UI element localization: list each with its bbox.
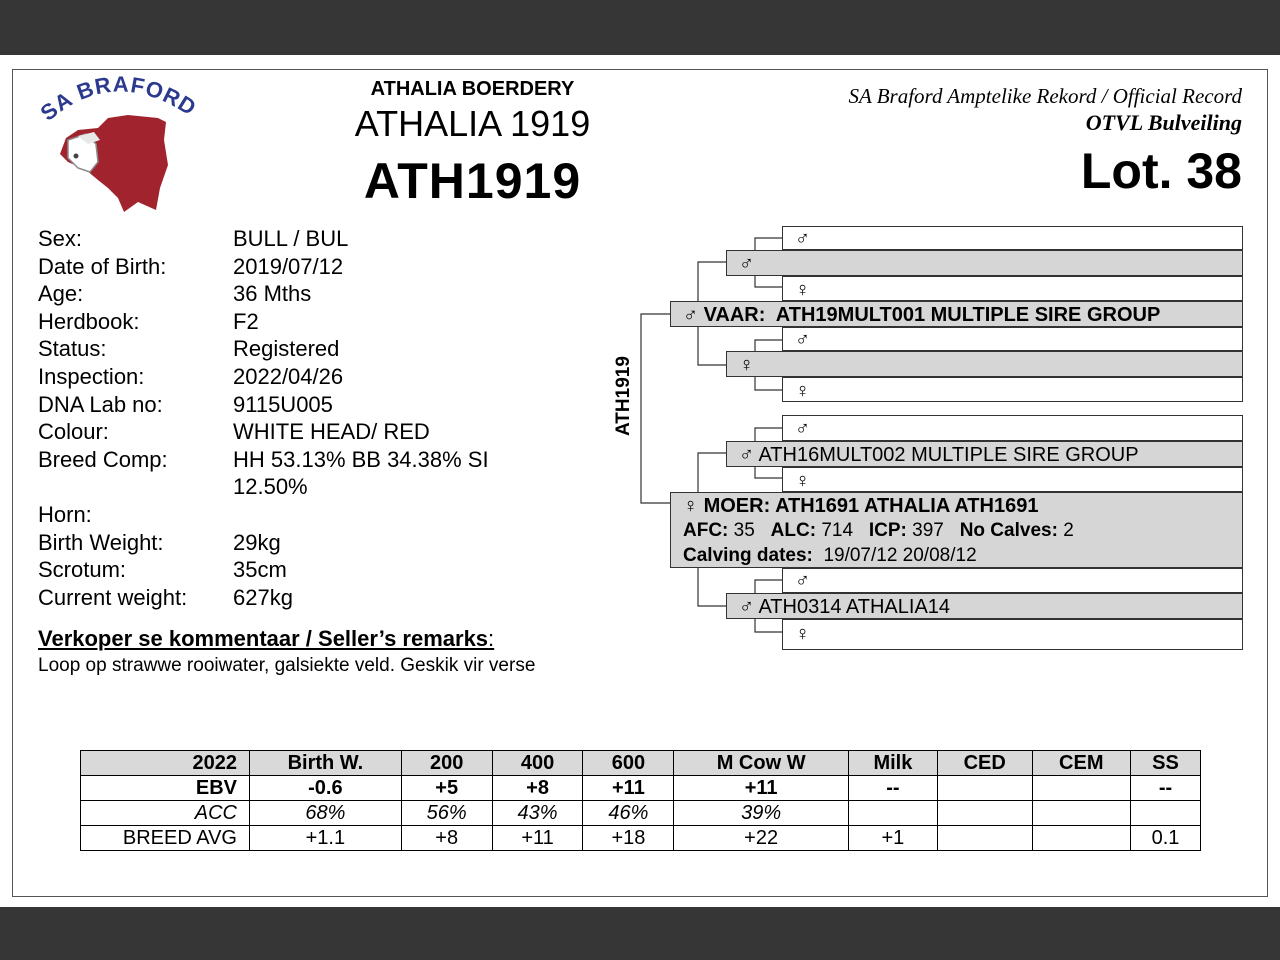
sire-line <box>683 304 1160 327</box>
animal-code: ATH1919 <box>363 153 582 209</box>
column-header: Milk <box>848 751 937 776</box>
detail-value: WHITE HEAD/ RED <box>233 419 430 445</box>
pedigree-box-dds <box>782 568 1243 593</box>
male-symbol: ♂ <box>739 596 754 618</box>
detail-label: Sex: <box>38 226 83 251</box>
table-cell: 68% <box>250 801 402 826</box>
column-header: 200 <box>401 751 492 776</box>
table-cell: -- <box>848 776 937 801</box>
icp-label: ICP: <box>868 520 907 541</box>
detail-value: Registered <box>233 336 340 362</box>
table-cell: 0.1 <box>1131 826 1201 851</box>
remarks-heading <box>38 626 494 652</box>
detail-label: Colour: <box>38 419 109 445</box>
female-symbol: ♀ <box>683 495 698 517</box>
table-cell <box>1032 776 1130 801</box>
detail-value: 35cm <box>233 557 287 583</box>
lot-number: Lot. 38 <box>1080 143 1242 199</box>
detail-value: BULL / BUL <box>233 226 349 251</box>
table-cell <box>848 801 937 826</box>
pedigree-box-ss <box>726 250 1243 276</box>
table-cell: 46% <box>583 801 674 826</box>
detail-value: 29kg <box>233 529 281 555</box>
column-header: CEM <box>1032 751 1130 776</box>
male-symbol: ♂ <box>683 304 698 326</box>
detail-label: Breed Comp: <box>38 446 168 472</box>
pedigree-box-sds <box>782 327 1243 351</box>
pedigree-box-ssd <box>782 276 1243 301</box>
table-cell <box>937 826 1032 851</box>
bottom-dark-bar <box>0 907 1280 960</box>
table-cell: 56% <box>401 801 492 826</box>
pedigree-box-dam-sire <box>726 441 1243 467</box>
pedigree-box-sd <box>726 351 1243 377</box>
male-symbol: ♂ <box>739 444 754 466</box>
table-cell: +18 <box>583 826 674 851</box>
pedigree-box-dsd <box>782 467 1243 492</box>
sire-name: ATH19MULT001 MULTIPLE SIRE GROUP <box>775 304 1161 326</box>
pedigree-box-sss <box>782 226 1243 250</box>
table-cell: +11 <box>583 776 674 801</box>
table-row <box>81 826 1201 851</box>
detail-row <box>38 529 558 557</box>
detail-row <box>38 584 558 612</box>
table-cell: +1 <box>848 826 937 851</box>
calving-dates: 19/07/12 20/08/12 <box>823 545 977 566</box>
animal-name: ATHALIA 1919 <box>354 103 591 144</box>
table-cell: +11 <box>492 826 583 851</box>
dam-dam-name: ATH0314 ATHALIA14 <box>758 596 951 618</box>
pedigree-box-dss <box>782 415 1243 441</box>
detail-label: Status: <box>38 336 107 362</box>
pedigree-box-dam-dam <box>726 593 1243 619</box>
table-cell <box>1131 801 1201 826</box>
detail-row <box>38 280 558 308</box>
table-cell <box>937 801 1032 826</box>
dam-name: ATH1691 ATHALIA ATH1691 <box>775 495 1039 517</box>
column-header: SS <box>1131 751 1201 776</box>
calving-label: Calving dates: <box>683 545 813 566</box>
row-label: ACC <box>81 801 250 826</box>
detail-value <box>233 501 558 529</box>
table-cell: -- <box>1131 776 1201 801</box>
table-header-row <box>81 751 1201 776</box>
male-symbol: ♂ <box>739 253 754 275</box>
column-header: M Cow W <box>674 751 849 776</box>
male-symbol: ♂ <box>795 228 810 250</box>
table-cell: +22 <box>674 826 849 851</box>
female-symbol: ♀ <box>795 380 810 402</box>
afc-value: 35 <box>733 520 755 541</box>
table-cell: 43% <box>492 801 583 826</box>
logo-text: SA BRAFOR <box>38 71 186 126</box>
detail-label: DNA Lab no: <box>38 391 163 417</box>
column-header: 600 <box>583 751 674 776</box>
detail-row <box>38 335 558 363</box>
detail-value: 9115U005 <box>233 391 333 417</box>
table-cell <box>1032 826 1130 851</box>
animal-details <box>38 225 558 611</box>
column-header: Birth W. <box>250 751 402 776</box>
detail-label: Herdbook: <box>38 308 140 334</box>
detail-value: 36 Mths <box>233 281 312 307</box>
detail-label: Scrotum: <box>38 557 127 583</box>
table-row <box>81 801 1201 826</box>
table-cell: +8 <box>492 776 583 801</box>
dam-prefix: MOER: <box>703 495 771 517</box>
pedigree-box-sire <box>670 301 1243 327</box>
table-cell: +11 <box>674 776 849 801</box>
pedigree-box-dam <box>670 492 1243 568</box>
record-title: SA Braford Amptelike Rekord / Official Record <box>848 84 1242 108</box>
detail-label: Birth Weight: <box>38 529 164 555</box>
dam-stats <box>683 520 1074 542</box>
remarks-heading-text: Verkoper se kommentaar / Seller’s remarks <box>38 626 489 651</box>
ebv-table <box>80 750 1201 851</box>
dam-calving <box>683 545 977 567</box>
detail-label: Current weight: <box>38 584 188 610</box>
detail-row <box>38 308 558 336</box>
row-label: EBV <box>81 776 250 801</box>
detail-row <box>38 556 558 584</box>
detail-value: 627kg <box>233 584 293 610</box>
detail-value: F2 <box>233 308 259 334</box>
calves-label: No Calves: <box>959 520 1058 541</box>
dam-sire-line <box>739 444 1139 467</box>
detail-value: 2019/07/12 <box>233 253 344 279</box>
alc-value: 714 <box>821 520 854 541</box>
male-symbol: ♂ <box>795 570 810 592</box>
detail-value: HH 53.13% BB 34.38% SI 12.50% <box>233 446 489 500</box>
pedigree-subject-label: ATH1919 <box>613 356 634 436</box>
detail-row <box>38 225 558 253</box>
calves-value: 2 <box>1063 520 1074 541</box>
dam-sire-name: ATH16MULT002 MULTIPLE SIRE GROUP <box>758 444 1139 466</box>
dam-dam-line <box>739 596 950 619</box>
farm-name: ATHALIA BOERDERY <box>370 78 575 100</box>
table-cell: +5 <box>401 776 492 801</box>
female-symbol: ♀ <box>795 279 810 301</box>
sa-braford-logo <box>38 70 198 220</box>
icp-value: 397 <box>912 520 944 541</box>
table-cell: 39% <box>674 801 849 826</box>
detail-row <box>38 446 558 501</box>
table-cell <box>1032 801 1130 826</box>
detail-row <box>38 418 558 446</box>
row-label: BREED AVG <box>81 826 250 851</box>
detail-row <box>38 391 558 419</box>
table-row <box>81 776 1201 801</box>
female-symbol: ♀ <box>795 623 810 645</box>
pedigree-box-ddd <box>782 619 1243 650</box>
auction-name: OTVL Bulveiling <box>1085 110 1242 135</box>
detail-label: Age: <box>38 281 84 307</box>
detail-label: Horn: <box>38 501 92 527</box>
detail-row <box>38 501 558 529</box>
bull-head-icon <box>38 70 198 220</box>
detail-row <box>38 363 558 391</box>
detail-value: 2022/04/26 <box>233 363 344 389</box>
table-cell: +1.1 <box>250 826 402 851</box>
table-cell: -0.6 <box>250 776 402 801</box>
dam-line <box>683 495 1038 518</box>
top-dark-bar <box>0 0 1280 55</box>
table-cell: +8 <box>401 826 492 851</box>
remarks-text: Loop op strawwe rooiwater, galsiekte veld. Geskik vir verse <box>38 655 536 676</box>
remarks-colon: : <box>488 626 495 651</box>
sire-prefix: VAAR: <box>703 304 766 326</box>
pedigree-box-sdd <box>782 377 1243 402</box>
detail-row <box>38 253 558 281</box>
male-symbol: ♂ <box>795 418 810 440</box>
detail-label: Inspection: <box>38 363 145 389</box>
detail-label: Date of Birth: <box>38 253 167 279</box>
year-header: 2022 <box>81 751 250 776</box>
afc-label: AFC: <box>683 520 729 541</box>
column-header: CED <box>937 751 1032 776</box>
table-cell <box>937 776 1032 801</box>
female-symbol: ♀ <box>739 354 754 376</box>
male-symbol: ♂ <box>795 329 810 351</box>
alc-label: ALC: <box>770 520 817 541</box>
column-header: 400 <box>492 751 583 776</box>
female-symbol: ♀ <box>795 470 810 492</box>
